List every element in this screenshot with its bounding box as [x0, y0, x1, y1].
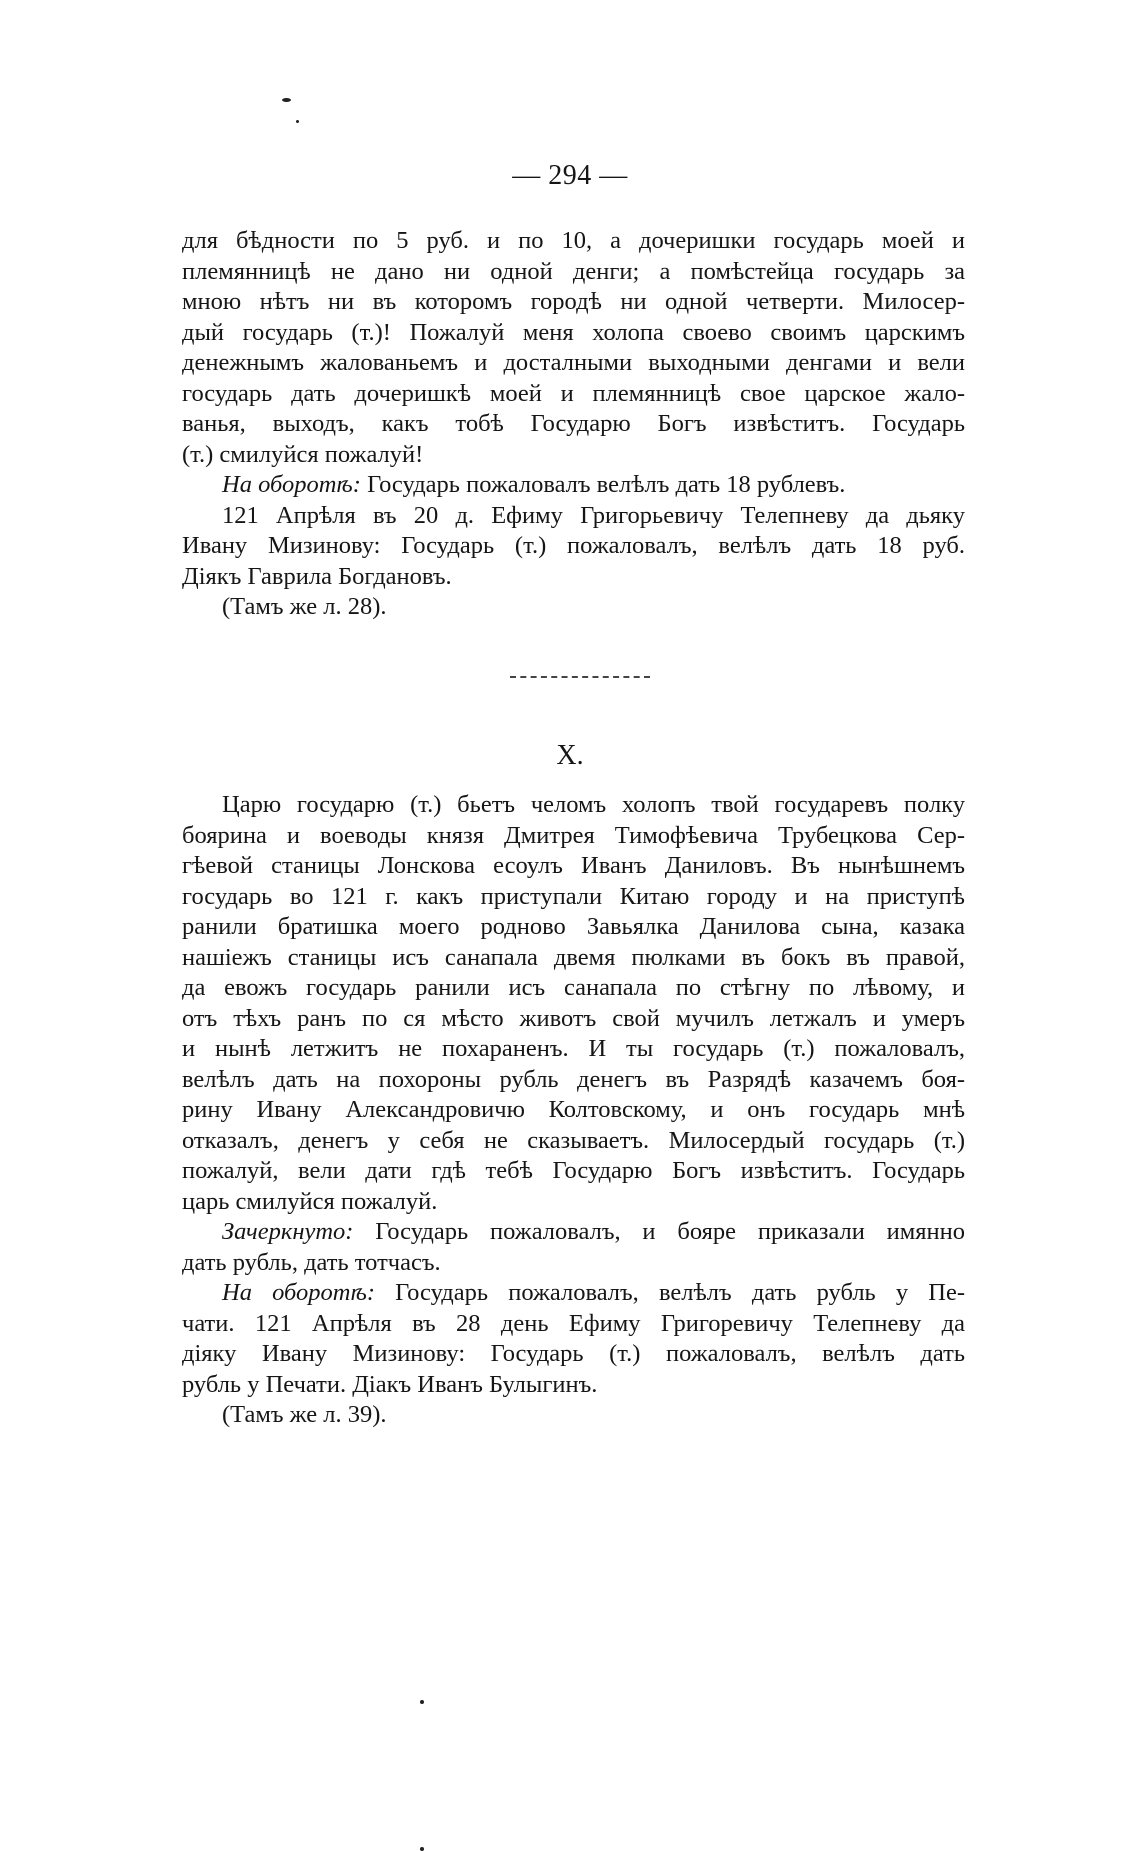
section-x: [182, 790, 965, 1431]
reverse-note-line: чати. 121 Апрѣля въ 28 день Ефиму Григоревичу Телепневу да: [182, 1309, 965, 1337]
resolution-line: Ивану Мизинову: Государь (т.) пожаловалъ, велѣлъ дать 18 руб.: [182, 532, 965, 559]
section-title: X.: [556, 740, 584, 771]
ink-speck: [296, 120, 299, 123]
text-line: государь во 121 г. какъ приступали Китаю городу и на приступѣ: [182, 882, 965, 910]
struck-note-text: Государь пожаловалъ, и бояре приказали имянно: [375, 1218, 965, 1245]
text-line: нашiежъ станицы исъ санапала двемя пюлками въ бокъ въ правой,: [182, 943, 965, 971]
ink-speck: [420, 1700, 424, 1704]
reverse-note: [182, 1278, 965, 1309]
ink-speck: [282, 98, 291, 102]
text-line: государь дать дочеришкѣ моей и племянницѣ свое царское жало-: [182, 379, 965, 407]
reverse-note-text: Государь пожаловалъ велѣлъ дать 18 рублевъ.: [367, 471, 846, 498]
text-line: да евожъ государь ранили исъ санапала по стѣгну по лѣвому, и: [182, 974, 965, 1001]
reverse-note-line: дiяку Ивану Мизинову: Государь (т.) пожаловалъ, велѣлъ дать: [182, 1340, 965, 1367]
reverse-note-text: Государь пожаловалъ, велѣлъ дать рубль у Пе-: [395, 1279, 966, 1306]
section-continuation: [182, 226, 965, 623]
struck-note-line: дать рубль, дать тотчасъ.: [182, 1248, 441, 1276]
reverse-note-label: На оборотѣ:: [222, 471, 361, 498]
text-line: для бѣдности по 5 руб. и по 10, а дочеришки государь моей и: [182, 227, 965, 254]
struck-note: [182, 1217, 965, 1248]
resolution-line: Дiякъ Гаврила Богдановъ.: [182, 562, 452, 590]
text-line: мною нѣтъ ни въ которомъ городѣ ни одной четверти. Милосер-: [182, 288, 965, 315]
reverse-note-line: рубль у Печати. Дiакъ Иванъ Булыгинъ.: [182, 1370, 598, 1398]
citation: (Тамъ же л. 39).: [222, 1401, 387, 1428]
text-line: отказалъ, денегъ у себя не сказываетъ. Милосердый государь (т.): [182, 1126, 965, 1154]
text-line: дый государь (т.)! Пожалуй меня холопа своево своимъ царскимъ: [182, 318, 965, 346]
text-line: ранили братишка моего родново Завьялка Данилова сына, казака: [182, 913, 965, 940]
text-line: велѣлъ дать на похороны рубль денегъ въ Разрядѣ казачемъ боя-: [182, 1065, 965, 1093]
reverse-note-label: На оборотѣ:: [222, 1279, 375, 1306]
section-divider: [510, 676, 650, 680]
text-line: рину Ивану Александровичю Колтовскому, и онъ государь мнѣ: [182, 1096, 965, 1123]
text-line: отъ тѣхъ ранъ по ся мѣсто животъ свой мучилъ летжалъ и умеръ: [182, 1004, 965, 1032]
ink-speck: [420, 1847, 424, 1851]
text-line: племянницѣ не дано ни одной денги; а помѣстейца государь за: [182, 257, 965, 285]
text-line: гѣевой станицы Лонскова есоулъ Иванъ Даниловъ. Въ нынѣшнемъ: [182, 852, 965, 879]
text-line: пожалуй, вели дати гдѣ тебѣ Государю Богъ извѣститъ. Государь: [182, 1157, 965, 1184]
text-line: Царю государю (т.) бьетъ челомъ холопъ твой государевъ полку: [222, 791, 965, 818]
text-line: царь смилуйся пожалуй.: [182, 1187, 438, 1215]
text-line: денежнымъ жалованьемъ и досталными выходными денгами и вели: [182, 349, 965, 376]
text-line: ванья, выходъ, какъ тобѣ Государю Богъ извѣститъ. Государь: [182, 410, 965, 437]
resolution-line: 121 Апрѣля въ 20 д. Ефиму Григорьевичу Телепневу да дьяку: [222, 501, 965, 529]
text-line: и нынѣ летжитъ не похараненъ. И ты государь (т.) пожаловалъ,: [182, 1035, 965, 1062]
citation: (Тамъ же л. 28).: [222, 593, 387, 620]
text-line: боярина и воеводы князя Дмитрея Тимофѣевича Трубецкова Сер-: [182, 821, 965, 849]
reverse-note: [182, 470, 965, 501]
text-line: (т.) смилуйся пожалуй!: [182, 440, 424, 468]
page-number: — 294 —: [512, 160, 628, 191]
struck-note-label: Зачеркнуто:: [222, 1218, 354, 1245]
